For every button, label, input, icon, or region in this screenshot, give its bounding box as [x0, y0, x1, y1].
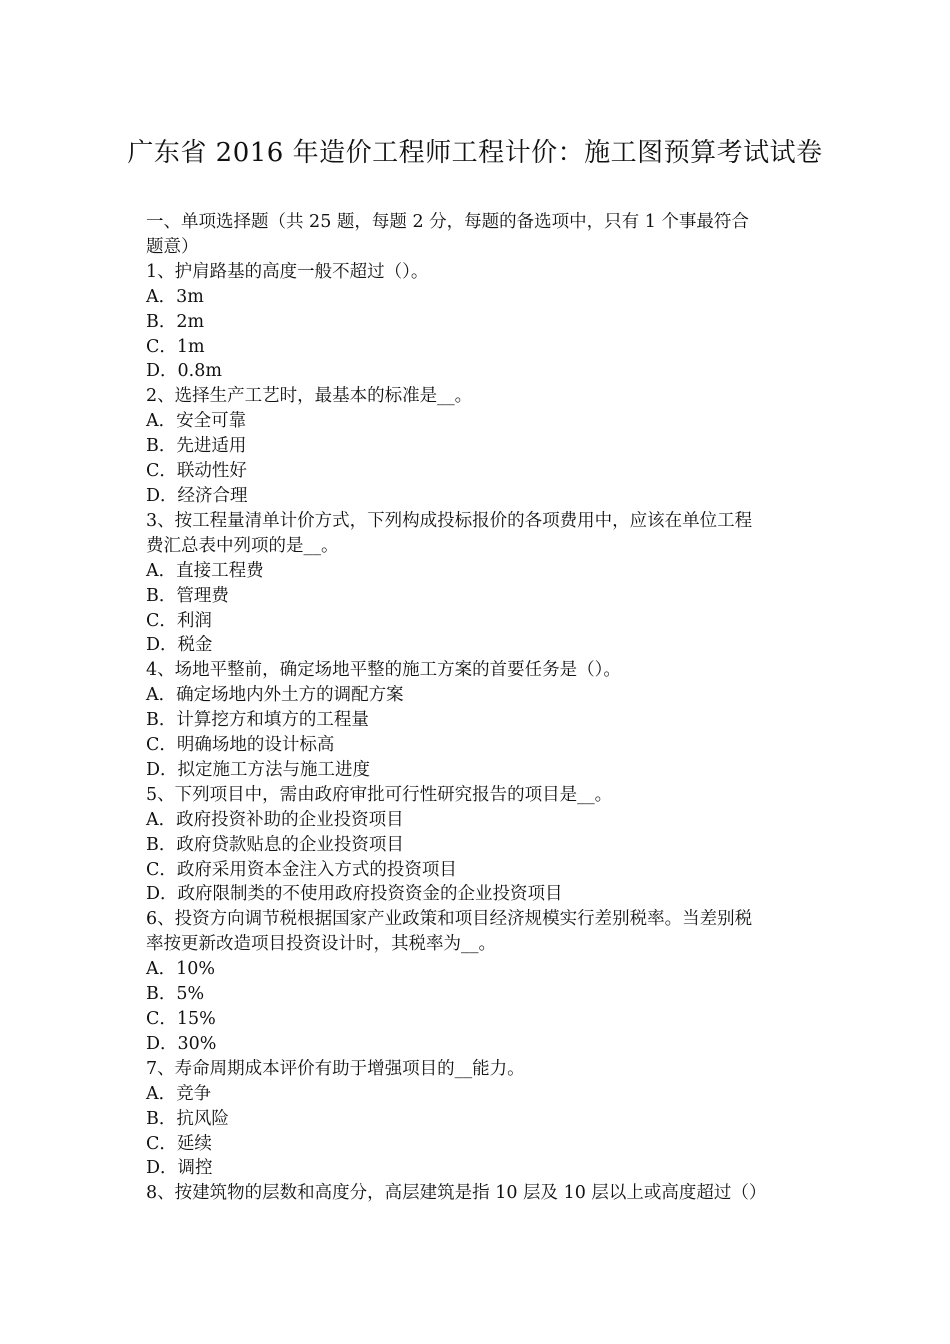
question-stem: 率按更新改造项目投资设计时，其税率为__。: [146, 934, 496, 955]
question-stem: 4、场地平整前，确定场地平整的施工方案的首要任务是（）。: [146, 660, 621, 681]
answer-option: B．先进适用: [146, 436, 247, 457]
answer-option: A．竞争: [146, 1083, 212, 1104]
answer-option: C．联动性好: [146, 461, 247, 482]
exam-content: [146, 210, 808, 1206]
question-stem: 费汇总表中列项的是__。: [146, 535, 339, 556]
answer-option: A．3m: [146, 286, 204, 307]
answer-option: A．直接工程费: [146, 560, 264, 581]
answer-option: A．安全可靠: [146, 411, 247, 432]
answer-option: B．计算挖方和填方的工程量: [146, 710, 369, 731]
answer-option: B．2m: [146, 311, 205, 332]
question-item: [146, 658, 808, 783]
section-heading-line-1: 一、单项选择题（共 25 题，每题 2 分，每题的备选项中，只有 1 个事最符合: [146, 212, 749, 232]
question-list: [146, 260, 808, 1206]
answer-option: C．利润: [146, 610, 212, 631]
answer-option: A．政府投资补助的企业投资项目: [146, 809, 404, 830]
answer-option: B．抗风险: [146, 1108, 229, 1129]
question-item: [146, 509, 808, 658]
answer-option: C．明确场地的设计标高: [146, 735, 335, 756]
question-item: [146, 384, 808, 509]
answer-option: C．政府采用资本金注入方式的投资项目: [146, 859, 457, 880]
answer-option: D．30%: [146, 1033, 217, 1054]
section-heading-line-2: 题意）: [146, 236, 199, 257]
answer-option: D．拟定施工方法与施工进度: [146, 759, 371, 780]
answer-option: D．0.8m: [146, 361, 222, 382]
question-item: [146, 783, 808, 908]
question-stem: 6、投资方向调节税根据国家产业政策和项目经济规模实行差别税率。当差别税: [146, 909, 753, 930]
answer-option: D．政府限制类的不使用政府投资资金的企业投资项目: [146, 884, 563, 905]
question-stem: 2、选择生产工艺时，最基本的标准是__。: [146, 386, 473, 407]
page-title: 广东省 2016 年造价工程师工程计价：施工图预算考试试卷: [127, 138, 823, 168]
answer-option: B．政府贷款贴息的企业投资项目: [146, 834, 404, 855]
answer-option: C．延续: [146, 1133, 212, 1154]
answer-option: D．经济合理: [146, 485, 248, 506]
question-item: [146, 1181, 808, 1206]
answer-option: D．调控: [146, 1158, 213, 1179]
answer-option: B．5%: [146, 984, 205, 1005]
question-stem: 7、寿命周期成本评价有助于增强项目的__能力。: [146, 1058, 525, 1079]
answer-option: A．确定场地内外土方的调配方案: [146, 685, 404, 706]
question-stem: 5、下列项目中，需由政府审批可行性研究报告的项目是__。: [146, 784, 613, 805]
answer-option: C．15%: [146, 1009, 216, 1029]
answer-option: A．10%: [146, 959, 216, 980]
answer-option: D．税金: [146, 635, 213, 656]
question-stem: 1、护肩路基的高度一般不超过（）。: [146, 261, 429, 282]
question-item: [146, 907, 808, 1056]
question-stem: 8、按建筑物的层数和高度分，高层建筑是指 10 层及 10 层以上或高度超过（）: [146, 1183, 767, 1204]
answer-option: C．1m: [146, 336, 205, 357]
question-item: [146, 1057, 808, 1182]
question-item: [146, 260, 808, 385]
answer-option: B．管理费: [146, 585, 229, 606]
question-stem: 3、按工程量清单计价方式，下列构成投标报价的各项费用中，应该在单位工程: [146, 510, 753, 531]
